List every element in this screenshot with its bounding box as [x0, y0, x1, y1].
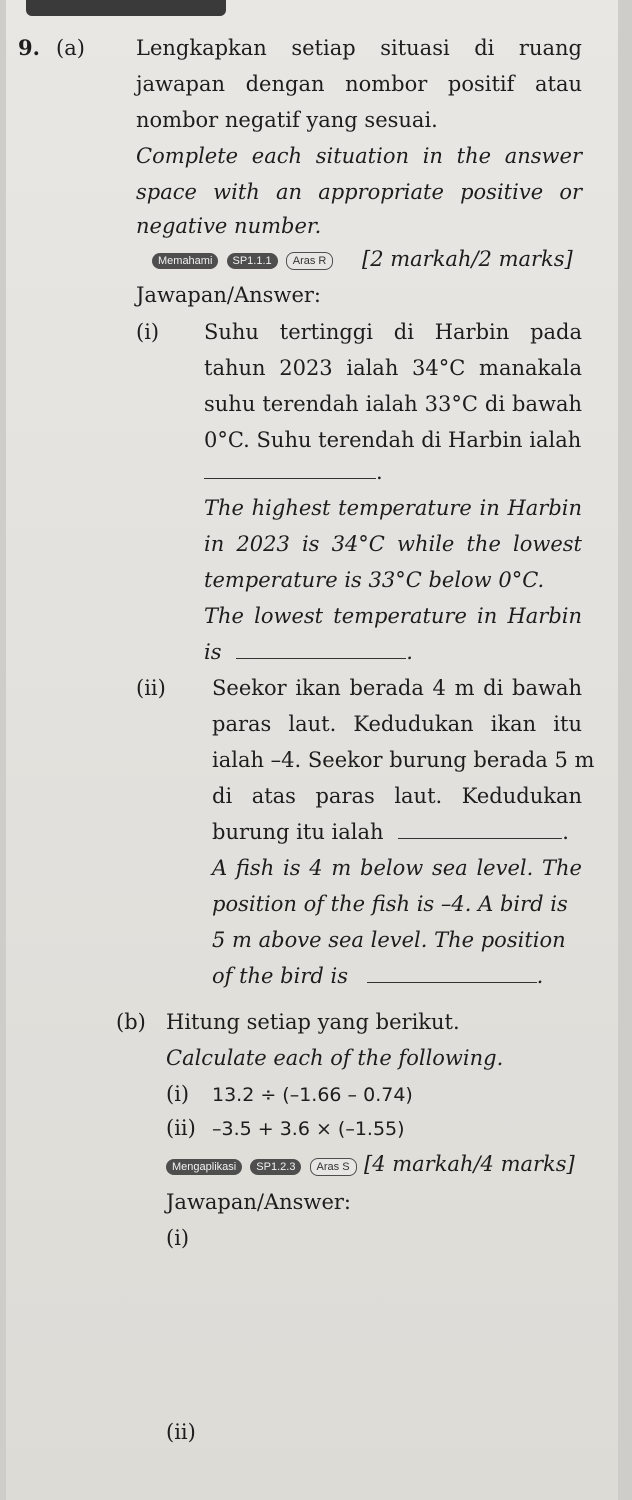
part-a-instruction-en-1: Complete each situation in the answer	[136, 144, 582, 168]
item-ii-en-line-2: position of the fish is –4. A bird is	[212, 892, 568, 916]
item-i-en-line-2: in 2023 is 34°C while the lowest	[204, 532, 582, 556]
part-b-answer-i-space[interactable]	[206, 1258, 586, 1418]
item-ii-en-answer: of the bird is .	[212, 964, 544, 988]
worksheet-page	[6, 0, 618, 1500]
part-b-item-i-expression: 13.2 ÷ (–1.66 – 0.74)	[212, 1084, 413, 1106]
part-a-instruction-en-2: space with an appropriate positive or	[136, 180, 582, 204]
item-i-ms-line-1: Suhu tertinggi di Harbin pada	[204, 320, 582, 344]
item-i-en-line-1: The highest temperature in Harbin	[204, 496, 582, 520]
part-b-tag-row	[166, 1156, 360, 1176]
item-i-en-line-3: temperature is 33°C below 0°C.	[204, 568, 545, 592]
part-b-item-i-label: (i)	[166, 1082, 190, 1106]
part-b-answer-i-label: (i)	[166, 1226, 190, 1250]
item-ii-ms-line-3: ialah –4. Seekor burung berada 5 m	[212, 748, 595, 772]
part-a-instruction-ms-2: jawapan dengan nombor positif atau	[136, 72, 582, 96]
part-a-instruction-ms-3: nombor negatif yang sesuai.	[136, 108, 438, 132]
part-b-item-ii-expression: –3.5 + 3.6 × (–1.55)	[212, 1118, 405, 1140]
answer-blank-ii-ms[interactable]	[398, 822, 562, 839]
part-b-marks: [4 markah/4 marks]	[364, 1152, 575, 1176]
part-b-instruction-en: Calculate each of the following.	[166, 1046, 504, 1070]
part-b-item-ii-label: (ii)	[166, 1116, 196, 1140]
part-a-label: (a)	[56, 36, 85, 60]
level-tag: Aras S	[310, 1158, 357, 1176]
item-ii-ms-line-1: Seekor ikan berada 4 m di bawah	[212, 676, 582, 700]
item-ii-ms-line-2: paras laut. Kedudukan ikan itu	[212, 712, 582, 736]
part-a-tag-row	[152, 250, 336, 270]
item-i-label: (i)	[136, 320, 160, 344]
item-i-ms-line-2: tahun 2023 ialah 34°C manakala	[204, 356, 582, 380]
part-a-instruction-ms-1: Lengkapkan setiap situasi di ruang	[136, 36, 582, 60]
part-b-answer-label: Jawapan/Answer:	[166, 1190, 351, 1214]
level-tag: Aras R	[286, 252, 334, 270]
answer-blank-i-ms[interactable]	[204, 462, 376, 479]
part-b-answer-ii-label: (ii)	[166, 1420, 196, 1444]
answer-blank-i-en[interactable]	[236, 642, 406, 659]
item-ii-ms-answer: burung itu ialah .	[212, 820, 569, 844]
answer-blank-ii-en[interactable]	[367, 966, 537, 983]
part-a-marks: [2 markah/2 marks]	[362, 247, 573, 271]
top-header-strip	[26, 0, 226, 16]
part-b-label: (b)	[116, 1010, 146, 1034]
item-ii-label: (ii)	[136, 676, 166, 700]
item-i-en-line-4: The lowest temperature in Harbin	[204, 604, 582, 628]
part-a-answer-label: Jawapan/Answer:	[136, 283, 321, 307]
part-a-instruction-en-3: negative number.	[136, 214, 322, 238]
item-i-en-answer: is .	[204, 640, 413, 664]
part-b-answer-ii-space[interactable]	[206, 1450, 586, 1496]
skill-tag: Memahami	[152, 253, 218, 269]
item-i-ms-line-3: suhu terendah ialah 33°C di bawah	[204, 392, 582, 416]
skill-tag: Mengaplikasi	[166, 1159, 242, 1175]
item-ii-en-line-1: A fish is 4 m below sea level. The	[212, 856, 582, 880]
question-number: 9.	[18, 35, 40, 60]
part-b-instruction-ms: Hitung setiap yang berikut.	[166, 1010, 460, 1034]
standard-tag: SP1.1.1	[227, 253, 278, 269]
standard-tag: SP1.2.3	[250, 1159, 301, 1175]
item-i-ms-line-4: 0°C. Suhu terendah di Harbin ialah	[204, 428, 582, 452]
item-ii-en-line-3: 5 m above sea level. The position	[212, 928, 566, 952]
item-ii-ms-line-4: di atas paras laut. Kedudukan	[212, 784, 582, 808]
item-i-ms-answer: .	[204, 460, 383, 484]
